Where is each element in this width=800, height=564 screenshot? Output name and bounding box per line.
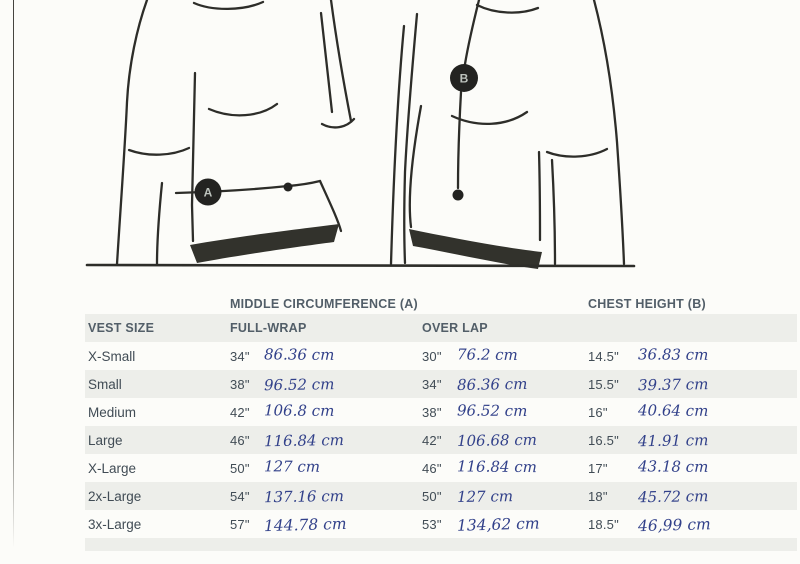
front-left-arm-outline	[117, 0, 147, 264]
over-lap-cm-handwritten: 116.84 cm	[456, 457, 537, 477]
table-body	[85, 342, 797, 538]
front-torso-right-edge	[320, 181, 341, 231]
over-lap-inches-cell: 34"	[422, 376, 442, 392]
back-right-arm-outline	[594, 0, 624, 264]
front-chest-curve	[209, 104, 277, 115]
front-torso-figure	[117, 0, 354, 264]
over-lap-cm-handwritten: 106.68 cm	[456, 430, 538, 451]
front-right-arm-inner-line	[331, 0, 351, 121]
full-wrap-column-header: FULL-WRAP	[230, 321, 307, 335]
front-neck-seam-line	[321, 13, 332, 112]
chest-height-inches-cell: 16.5"	[588, 432, 619, 448]
over-lap-inches-cell: 53"	[422, 516, 442, 532]
chest-height-cm-handwritten: 36.83 cm	[637, 345, 709, 364]
full-wrap-cm-handwritten: 137.16 cm	[263, 486, 345, 507]
back-left-arm-outline	[391, 26, 404, 264]
chest-height-inches-cell: 17"	[588, 460, 608, 476]
front-torso-side-line	[192, 73, 195, 241]
front-waistband	[190, 224, 339, 263]
full-wrap-inches-cell: 42"	[230, 404, 250, 420]
back-right-sleeve-hem	[547, 149, 607, 157]
back-shoulder-blade-curve	[452, 112, 527, 124]
chest-height-inches-cell: 18.5"	[588, 516, 619, 532]
over-lap-inches-cell: 38"	[422, 404, 442, 420]
baseline-rule	[87, 265, 634, 266]
table-row	[85, 454, 797, 482]
table-row	[85, 398, 797, 426]
chest-height-cm-handwritten: 40.64 cm	[637, 401, 709, 420]
back-collar-line	[477, 5, 538, 13]
chest-height-inches-cell: 15.5"	[588, 376, 619, 392]
marker-a-label: A	[203, 185, 213, 200]
over-lap-inches-cell: 42"	[422, 432, 442, 448]
vest-size-column-header: VEST SIZE	[88, 321, 155, 335]
over-lap-cm-handwritten: 76.2 cm	[456, 345, 518, 364]
full-wrap-cm-handwritten: 96.52 cm	[263, 375, 335, 395]
back-right-forearm-line	[552, 160, 555, 264]
back-torso-left-edge	[410, 106, 421, 227]
over-lap-cm-handwritten: 127 cm	[456, 487, 514, 507]
middle-circumference-header: MIDDLE CIRCUMFERENCE (A)	[230, 297, 418, 311]
table-trailing-stripe	[85, 538, 797, 551]
over-lap-inches-cell: 30"	[422, 348, 442, 364]
full-wrap-cm-handwritten: 116.84 cm	[263, 430, 345, 451]
chest-height-measure-line-lower	[458, 92, 461, 188]
vest-size-cell: X-Small	[88, 348, 136, 364]
vest-size-cell: Large	[88, 432, 123, 448]
size-table	[85, 284, 797, 551]
full-wrap-cm-handwritten: 127 cm	[263, 457, 321, 476]
over-lap-cm-handwritten: 96.52 cm	[456, 401, 528, 421]
table-row	[85, 510, 797, 538]
front-left-sleeve-hem	[129, 148, 189, 155]
vest-size-cell: 3x-Large	[88, 516, 142, 532]
vest-size-cell: Medium	[88, 404, 137, 420]
chest-height-header: CHEST HEIGHT (B)	[588, 297, 706, 311]
full-wrap-inches-cell: 54"	[230, 488, 250, 504]
full-wrap-inches-cell: 50"	[230, 460, 250, 476]
table-row	[85, 482, 797, 510]
over-lap-cm-handwritten: 134,62 cm	[456, 514, 540, 535]
chest-height-measure-line-upper	[465, 0, 479, 64]
vest-size-cell: X-Large	[88, 460, 137, 476]
full-wrap-inches-cell: 57"	[230, 516, 250, 532]
chest-height-inches-cell: 14.5"	[588, 348, 619, 364]
marker-b-label: B	[459, 71, 469, 86]
over-lap-column-header: OVER LAP	[422, 321, 488, 335]
back-waistband	[409, 229, 542, 269]
chest-height-inches-cell: 16"	[588, 404, 608, 420]
over-lap-cm-handwritten: 86.36 cm	[456, 374, 528, 395]
front-left-forearm-line	[157, 183, 162, 264]
full-wrap-inches-cell: 46"	[230, 432, 250, 448]
back-torso-figure	[391, 0, 624, 269]
table-row	[85, 370, 797, 398]
full-wrap-inches-cell: 38"	[230, 376, 250, 392]
table-column-header-row	[85, 314, 797, 342]
vest-size-cell: 2x-Large	[88, 488, 142, 504]
full-wrap-cm-handwritten: 144.78 cm	[263, 514, 347, 536]
chest-height-inches-cell: 18"	[588, 488, 608, 504]
back-torso-right-edge	[539, 152, 540, 240]
chest-height-cm-handwritten: 46,99 cm	[637, 515, 711, 536]
vest-size-cell: Small	[88, 376, 122, 392]
chest-height-cm-handwritten: 41.91 cm	[637, 431, 709, 451]
chest-height-cm-handwritten: 43.18 cm	[637, 457, 709, 476]
measure-line-end-dot	[284, 183, 293, 192]
full-wrap-cm-handwritten: 106.8 cm	[263, 401, 335, 420]
over-lap-inches-cell: 50"	[422, 488, 442, 504]
full-wrap-inches-cell: 34"	[230, 348, 250, 364]
over-lap-inches-cell: 46"	[422, 460, 442, 476]
chest-height-cm-handwritten: 39.37 cm	[637, 375, 709, 395]
table-group-header-row	[85, 284, 797, 314]
measure-line-end-dot	[453, 190, 464, 201]
front-collar-line	[194, 2, 263, 9]
table-row	[85, 342, 797, 370]
full-wrap-cm-handwritten: 86.36 cm	[263, 345, 335, 364]
front-right-sleeve-hem	[322, 119, 354, 127]
table-row	[85, 426, 797, 454]
chest-height-cm-handwritten: 45.72 cm	[637, 487, 709, 507]
